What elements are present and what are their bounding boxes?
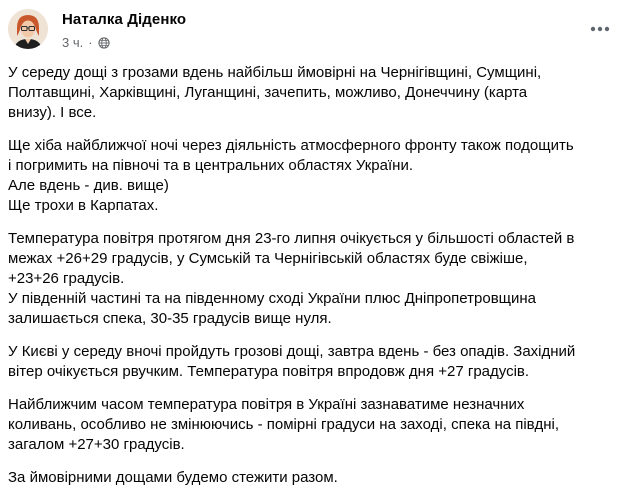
author-name[interactable]: Наталка Діденко (62, 11, 187, 28)
post-paragraph (8, 468, 612, 488)
post-meta (62, 35, 110, 50)
post-text-line: вітер очікується рвучким. Температура повітря впродовж дня +27 градусів. (8, 363, 530, 380)
post-paragraph (8, 63, 612, 123)
post-text-line: коливань, особливо не змінюючись - помірні градуси на заході, спека на півдні, (8, 416, 560, 433)
post-text-line: Полтавщині, Харківщині, Луганщині, зачепить, можливо, Донеччину (карта (8, 84, 528, 101)
post-time[interactable]: 3 ч. (62, 35, 84, 50)
globe-icon[interactable] (98, 37, 110, 49)
post-paragraph (8, 229, 612, 329)
post-text-line: У південній частині та на південному сході України плюс Дніпропетровщина (8, 290, 537, 307)
post-text-line: загалом +27+30 градусів. (8, 436, 185, 453)
post-text-line: залишається спека, 30-35 градусів вище нуля. (8, 310, 332, 327)
post-text-line: Найближчим часом температура повітря в Україні зазнаватиме незначних (8, 396, 525, 413)
avatar-image (8, 9, 48, 49)
post-text-line: межах +26+29 градусів, у Сумській та Чернігівській областях буде свіжіше, (8, 250, 528, 267)
more-options-button[interactable] (588, 17, 612, 41)
post-text-line: Ще трохи в Карпатах. (8, 197, 159, 214)
post-text-line: внизу). І все. (8, 104, 97, 121)
post-paragraph (8, 395, 612, 455)
post-text-line: Ще хіба найближчої ночі через діяльність атмосферного фронту також подощить (8, 137, 574, 154)
post-text-line: За ймовірними дощами будемо стежити разом. (8, 469, 338, 486)
avatar[interactable] (8, 9, 48, 49)
post-text-line: Температура повітря протягом дня 23-го липня очікується у більшості областей в (8, 230, 575, 247)
post-text-line: У Києві у середу вночі пройдуть грозові дощі, завтра вдень - без опадів. Західний (8, 343, 576, 360)
post-paragraph (8, 342, 612, 382)
more-horizontal-icon (590, 26, 610, 32)
post-text-line: і погримить на півночі та в центральних областях України. (8, 157, 413, 174)
post-text-line: Але вдень - див. вище) (8, 177, 169, 194)
post-text-line: У середу дощі з грозами вдень найбільш ймовірні на Чернігівщині, Сумщині, (8, 64, 542, 81)
post-body (8, 63, 612, 501)
post-text-line: +23+26 градусів. (8, 270, 125, 287)
post-header (0, 0, 620, 58)
post-paragraph (8, 136, 612, 216)
meta-separator: · (88, 35, 93, 50)
